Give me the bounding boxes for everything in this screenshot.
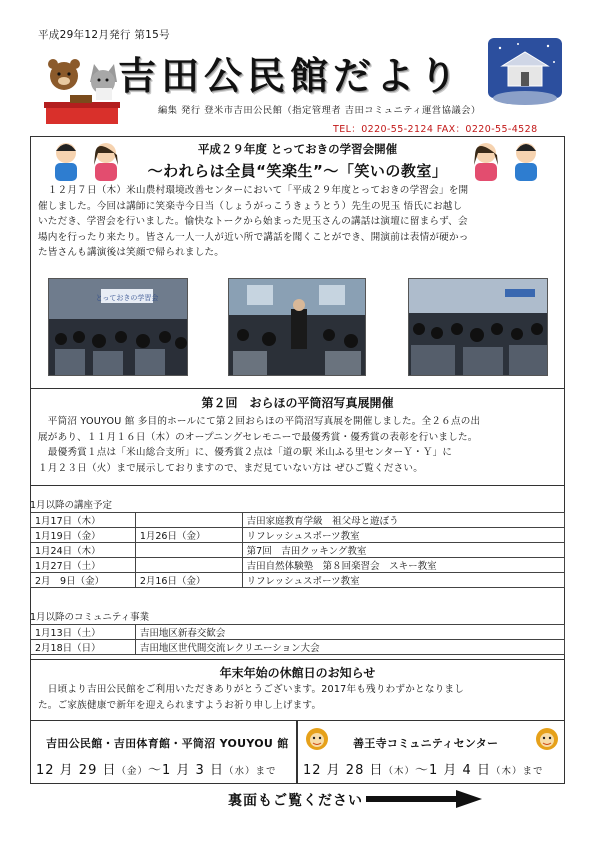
lecture-date: 1月26日（金） — [135, 528, 242, 543]
article2-line: 展があり、１１月１６日（木）のオープニングセレモニーで最優秀賞・優秀賞の表彰を行いました。 — [38, 431, 478, 443]
article1-heading: 平成２９年度 とっておきの学習会開催 — [197, 142, 398, 156]
article1-line: 場内を行ったり来たり。皆さん一人一人が近い所で講話を聞くことができ、開演前は表情が硬かっ — [38, 231, 469, 243]
divider — [30, 485, 565, 486]
closure-end-dow: （木） — [490, 766, 523, 777]
community-event-name: 吉田地区世代間交流レクリエーション大会 — [135, 640, 564, 655]
photo-lecture-hall — [48, 278, 188, 376]
mascot-illustration — [40, 58, 124, 130]
article2-line: １月２３日（火）まで展示しておりますので、まだ見ていない方は ぜひご覧ください。 — [38, 462, 424, 474]
article1-subheading: ～われらは全員“笑楽生”～「笑いの教室」 — [147, 162, 448, 180]
contact-line: TEL：0220-55-2124 FAX：0220-55-4528 — [333, 124, 538, 135]
lecture-date: 1月27日（土） — [31, 558, 136, 573]
lecture-date: 1月19日（金） — [31, 528, 136, 543]
lectures-caption: 1月以降の講座予定 — [30, 500, 113, 511]
lecture-date — [135, 558, 242, 573]
lecture-row — [31, 528, 565, 543]
community-row — [31, 640, 565, 655]
holiday-line: 日頃より吉田公民館をご利用いただきありがとうございます。2017年も残りわずかとなりまし — [38, 684, 464, 695]
newsletter-title: 吉田公民館だより — [118, 54, 463, 98]
closure-until: まで — [255, 766, 277, 777]
closure-dates-yoshida — [36, 759, 276, 778]
divider — [30, 659, 565, 660]
arrow-right-icon — [366, 790, 484, 808]
article1-body — [38, 183, 562, 261]
article1-line: １２月７日（木）米山農村環境改善センターにおいて「平成２９年度とっておきの学習会」を開 — [38, 185, 469, 196]
holiday-heading: 年末年始の休館日のお知らせ — [219, 666, 376, 680]
shrine-illustration — [488, 38, 562, 108]
community-table — [30, 624, 565, 655]
closure-dates-zenouji — [303, 759, 543, 778]
article2-body — [38, 414, 562, 476]
holiday-line: た。ご家族健康で新年を迎えられますようお祈り申し上げます。 — [38, 699, 322, 711]
photo-sign-text: とっておきの学習会 — [95, 294, 159, 302]
article1-line: いただき、学習会を行いました。愉快なトークから始まった児玉さんの講話は演壇に留まらず、会 — [38, 216, 468, 227]
lecture-name: リフレッシュスポーツ教室 — [242, 573, 564, 588]
photo-audience — [408, 278, 548, 376]
article2-heading: 第２回 おらほの平筒沼写真展開催 — [201, 396, 394, 410]
closure-title-yoshida: 吉田公民館・吉田体育館・平筒沼 YOUYOU 館 — [46, 737, 289, 750]
community-section — [30, 605, 565, 624]
lecture-name: リフレッシュスポーツ教室 — [242, 528, 564, 543]
lecture-row — [31, 558, 565, 573]
lecture-row — [31, 513, 565, 528]
community-caption: 1月以降のコミュニティ事業 — [30, 612, 150, 623]
monkey-icon-right — [532, 726, 562, 752]
closure-start-dow: （金） — [116, 766, 148, 777]
article1-line: 催しました。今回は講師に笑楽寺今日当（しょうがっこうきょうとう）先生の児玉 悟氏にお越し — [38, 200, 463, 212]
community-event-date: 2月18日（日） — [31, 640, 136, 655]
lecture-name: 吉田自然体験塾 第８回楽習会 スキー教室 — [242, 558, 564, 573]
closure-start: 12 月 28 日 — [303, 763, 384, 778]
editor-line: 編集 発行 登米市吉田公民館（指定管理者 吉田コミュニティ運営協議会） — [158, 105, 481, 116]
closure-end-dow: （水） — [223, 766, 256, 777]
monkey-icon-left — [302, 726, 332, 752]
lecture-row — [31, 573, 565, 588]
lecture-date — [135, 543, 242, 558]
closure-title-zenouji: 善王寺コミュニティセンター — [353, 737, 499, 750]
lecture-date: 1月17日（木） — [31, 513, 136, 528]
lecture-name: 第7回 吉田クッキング教室 — [242, 543, 564, 558]
lecture-date: 1月24日（木） — [31, 543, 136, 558]
closure-start-dow: （木） — [383, 766, 415, 777]
article2-line: 平筒沼 YOUYOU 館 多目的ホールにて第２回おらほの平筒沼写真展を開催しました。全２６点の出 — [38, 416, 481, 427]
article1-line: た皆さんも講演後は笑顔で帰られました。 — [38, 247, 225, 258]
closure-end: ～1 月 3 日 — [148, 763, 224, 778]
closure-start: 12 月 29 日 — [36, 763, 117, 778]
article2-line: 最優秀賞１点は「米山総合支所」に、優秀賞２点は「道の駅 米山ふる里センターＹ・Ｙ」に — [38, 447, 453, 458]
closure-until: まで — [522, 766, 544, 777]
holiday-body — [38, 682, 562, 713]
closure-end: ～1 月 4 日 — [415, 763, 491, 778]
lectures-table — [30, 512, 565, 588]
lecture-row — [31, 543, 565, 558]
lecture-date: 2月16日（金） — [135, 573, 242, 588]
issue-info: 平成29年12月発行 第15号 — [38, 29, 170, 41]
community-event-date: 1月13日（土） — [31, 625, 136, 640]
divider — [30, 388, 565, 389]
lectures-section — [30, 493, 565, 512]
lecture-name: 吉田家庭教育学級 祖父母と遊ぼう — [242, 513, 564, 528]
see-reverse-note: 裏面もご覧ください — [228, 793, 363, 809]
community-event-name: 吉田地区新春交歓会 — [135, 625, 564, 640]
lecture-date: 2月 9日（金） — [31, 573, 136, 588]
photo-speaker — [228, 278, 366, 376]
community-row — [31, 625, 565, 640]
lecture-date — [135, 513, 242, 528]
